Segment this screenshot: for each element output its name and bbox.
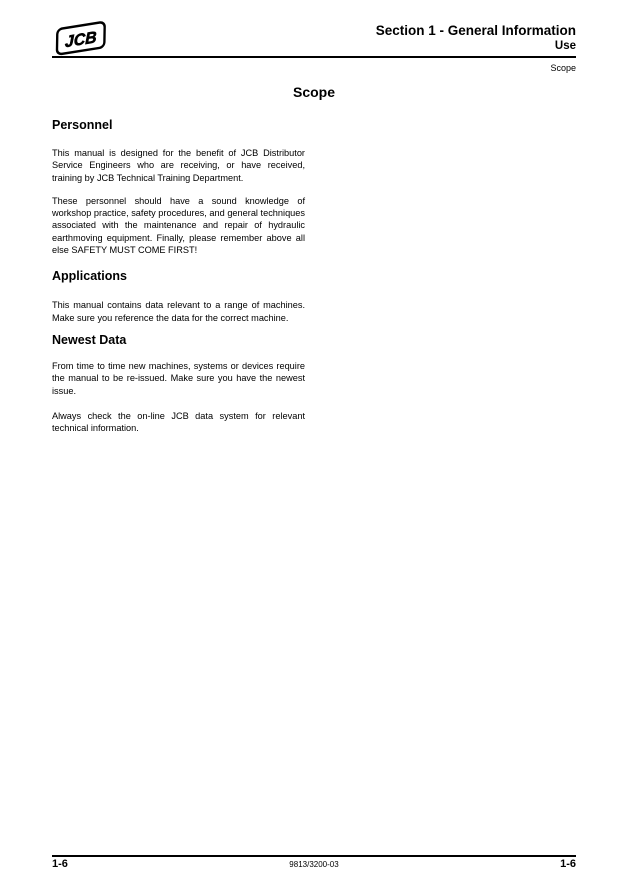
paragraph: These personnel should have a sound knowledge of workshop practice, safety procedures, and general techniques associated with the maintenance and repair of hydraulic earthmoving equipment. Finally, please remember above all else SAFETY MUST COME FIRST! — [52, 195, 305, 256]
footer-doc-number: 9813/3200-03 — [289, 860, 339, 869]
paragraph: Always check the on-line JCB data system for relevant technical information. — [52, 410, 305, 434]
header-rule — [52, 56, 576, 58]
paragraph: From time to time new machines, systems or devices require the manual to be re-issued. Make sure you have the newest issue. — [52, 360, 305, 396]
section-heading-personnel: Personnel — [52, 118, 113, 132]
breadcrumb: Scope — [550, 63, 576, 73]
page-footer — [52, 858, 576, 870]
paragraph: This manual contains data relevant to a range of machines. Make sure you reference the data for the correct machine. — [52, 300, 305, 323]
section-subtitle: Use — [554, 39, 576, 52]
footer-rule — [52, 855, 576, 857]
footer-page-number-left: 1-6 — [52, 858, 68, 870]
jcb-logo-text: JCB — [64, 28, 97, 52]
content-column — [52, 118, 305, 434]
section-title: Section 1 - General Information — [375, 23, 576, 38]
page-title: Scope — [292, 84, 335, 100]
section-heading-applications: Applications — [52, 269, 128, 284]
footer-page-number-right: 1-6 — [560, 858, 576, 870]
page-header — [52, 23, 576, 53]
section-heading-newest-data: Newest Data — [52, 332, 127, 347]
paragraph: This manual is designed for the benefit of JCB Distributor Service Engineers who are receiving, or have received, training by JCB Technical Training Department. — [52, 148, 305, 183]
